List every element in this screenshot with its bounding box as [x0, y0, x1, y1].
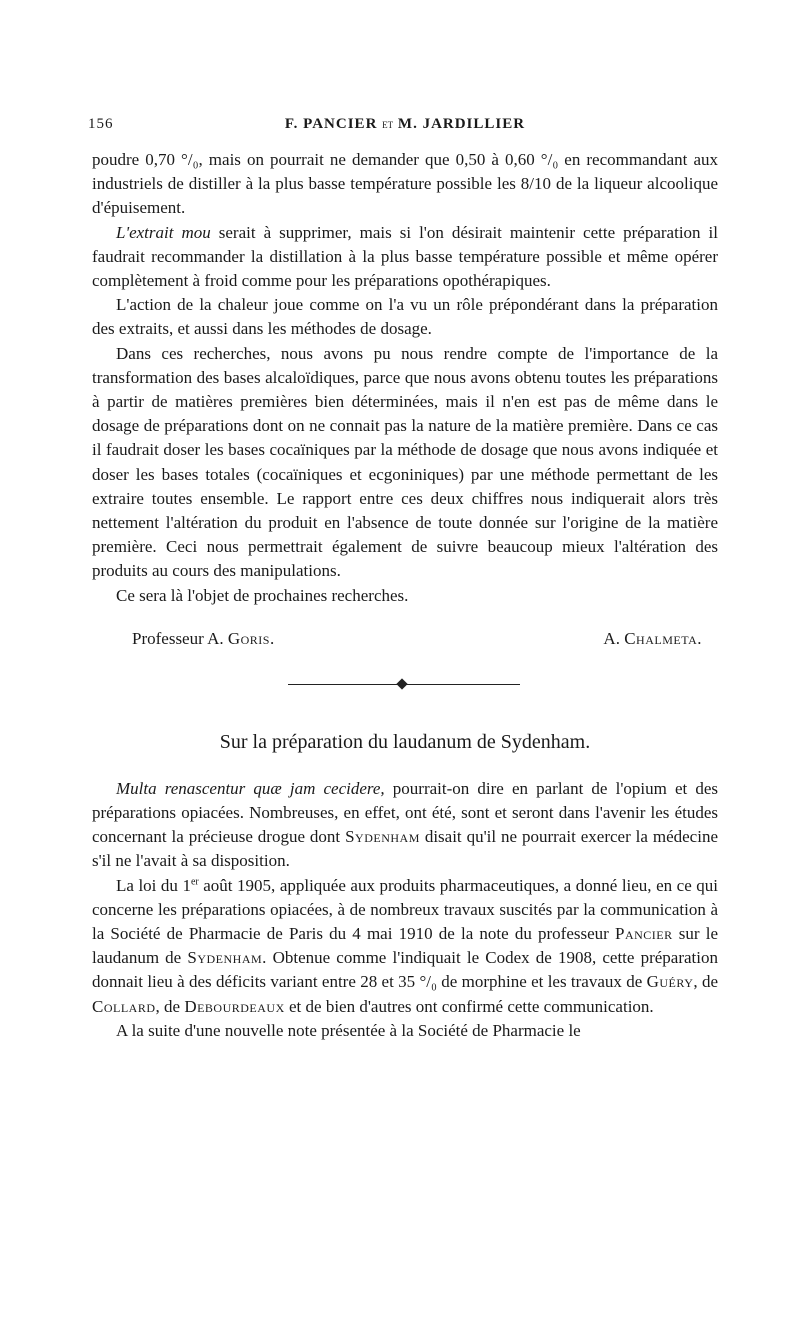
- paragraph-continuation: poudre 0,70 °/₀, mais on pourrait ne demander que 0,50 à 0,60 °/₀ en recommandant aux industriels de distiller à la plus basse température possible les 8/10 de la liqueur alcoolique d'épuisement.: [92, 150, 718, 218]
- italic-extrait-mou: L'extrait mou: [116, 222, 211, 242]
- section-separator: [92, 675, 718, 695]
- document-page: [88, 116, 718, 1043]
- superscript-er: er: [190, 876, 199, 888]
- name-sydenham: Sydenham: [187, 948, 263, 968]
- name-sydenham: Sydenham: [345, 827, 420, 847]
- separator-diamond-icon: [396, 678, 407, 689]
- signature-chalmeta: [603, 629, 702, 649]
- signature-goris-title: Professeur A.: [132, 628, 228, 648]
- paragraph-extrait-mou: [92, 221, 718, 294]
- text-segment: , de: [693, 972, 718, 992]
- paragraph-recherches: Dans ces recherches, nous avons pu nous rendre compte de l'importance de la transformation des bases alcaloïdiques, parce que nous avons obtenu toutes les préparations à partir de matières premières bien déterminées, mais il n'en est pas de même dans le dosage de préparations dont on ne connait pas la nature de la matière première. Dans ce cas il faudrait doser les bases cocaïniques par la méthode de dosage que nous avons indiquée et doser les bases totales (cocaïniques et ecgoniniques) par une méthode permettant de les extraire toutes ensemble. Le rapport entre ces deux chiffres nous indiquerait alors très nettement l'altération du produit en l'absence de toute donnée sur l'origine de la matière première. Ceci nous permettrait également de suivre beaucoup mieux l'altération des produits au cours des manipulations.: [92, 343, 718, 581]
- name-guery: Guéry: [646, 972, 694, 992]
- article-body: [92, 777, 718, 1043]
- page-number: 156: [88, 116, 114, 132]
- running-head-authors: [92, 116, 718, 133]
- text-segment: . Obtenue comme l'indiquait le Codex de 1908, cette préparation donnait lieu à des déficits variant entre 28 et 35 °/₀ de morphine et les travaux de: [92, 948, 718, 992]
- text-segment: , de: [155, 996, 185, 1016]
- paragraph-loi-1905: [92, 874, 718, 1019]
- signature-goris-name: Goris.: [227, 628, 275, 648]
- text-segment: La loi du 1: [116, 875, 191, 895]
- author-pancier: F. PANCIER: [284, 116, 378, 132]
- signature-chalmeta-initial: A.: [603, 628, 625, 648]
- paragraph-multa: [92, 777, 718, 874]
- signature-chalmeta-name: Chalmeta.: [624, 628, 702, 648]
- paragraph-chaleur: L'action de la chaleur joue comme on l'a vu un rôle prépondérant dans la préparation des extraits, et aussi dans les méthodes de dosage.: [92, 295, 718, 339]
- running-head: [88, 116, 718, 138]
- text-segment: et de bien d'autres ont confirmé cette communication.: [284, 996, 654, 1016]
- authors-conjunction: et: [382, 116, 394, 131]
- italic-quotation: Multa renascentur quæ jam cecidere,: [116, 778, 385, 798]
- signatures: [92, 629, 718, 653]
- name-debourdeaux: Debourdeaux: [184, 996, 285, 1016]
- paragraph-extrait-mou-text: serait à supprimer, mais si l'on désirait maintenir cette préparation il faudrait recommander la distillation à la plus basse température possible et même opérer complètement à froid comme pour les préparations opothérapiques.: [92, 222, 718, 291]
- name-pancier: Pancier: [615, 924, 673, 944]
- article-title: Sur la préparation du laudanum de Sydenham.: [219, 730, 591, 753]
- paragraph-nouvelle-note: A la suite d'une nouvelle note présentée à la Société de Pharmacie le: [116, 1020, 581, 1040]
- text-segment: août 1905, appliquée aux produits pharmaceutiques, a donné lieu, en ce qui concerne les préparations opiacées, à de nombreux travaux suscités par la communication à la Société de Pharmacie de Paris du 4 mai 1910 de la note du professeur: [92, 875, 718, 944]
- name-collard: Collard: [92, 996, 156, 1016]
- text-segment: pourrait-on dire en parlant de l'opium et des préparations opiacées. Nombreuses, en effet, ont été, sont et seront dans l'avenir les études concernant la précieuse drogue dont: [92, 778, 718, 847]
- paragraph-prochaines-recherches: Ce sera là l'objet de prochaines recherches.: [116, 585, 409, 605]
- author-jardillier: M. JARDILLIER: [397, 116, 526, 132]
- text-segment: sur le laudanum de: [92, 924, 718, 968]
- text-segment: disait qu'il ne pourrait exercer la médecine s'il ne l'avait à sa disposition.: [92, 827, 718, 871]
- section-conclusion: [92, 148, 718, 608]
- signature-goris: [132, 629, 275, 649]
